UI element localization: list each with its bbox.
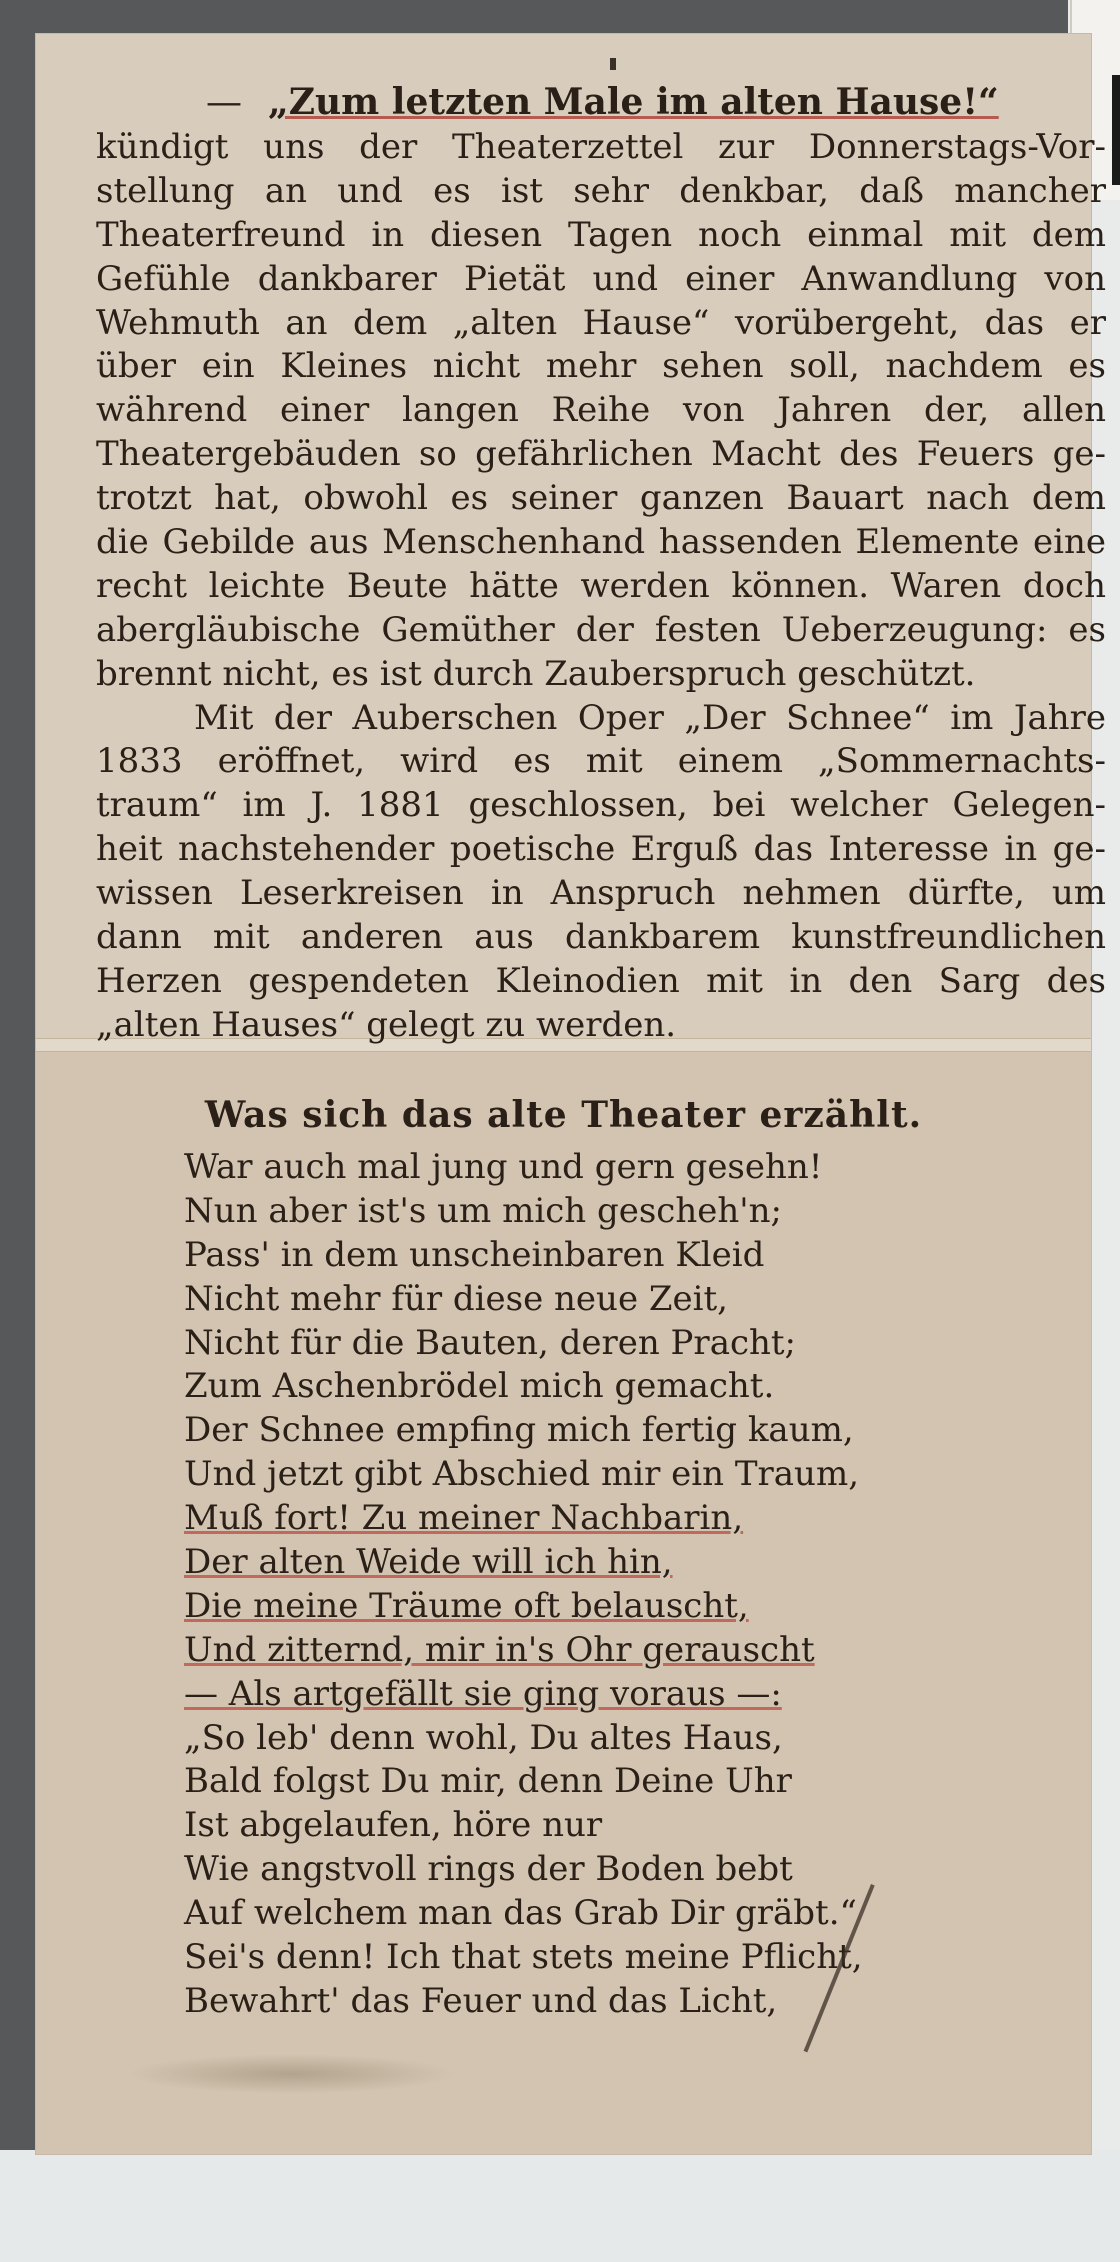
article-line: wissen Leserkreisen in Anspruch nehmen dürfte, um bbox=[96, 873, 1106, 914]
article-line: 1833 eröffnet, wird es mit einem „Sommernachts- bbox=[96, 741, 1106, 782]
article-line: trotzt hat, obwohl es seiner ganzen Bauart nach dem bbox=[96, 478, 1106, 519]
poem-line: Bewahrt' das Feuer und das Licht, bbox=[184, 1980, 778, 2021]
article-line: abergläubische Gemüther der festen Ueberzeugung: es bbox=[96, 609, 1106, 650]
headline-dash: — bbox=[206, 82, 242, 123]
article-headline bbox=[96, 78, 1106, 126]
article-line: traum“ im J. 1881 geschlossen, bei welcher Gelegen- bbox=[96, 785, 1106, 826]
poem-line: War auch mal jung und gern gesehn! bbox=[184, 1147, 823, 1187]
article-line: „alten Hauses“ gelegt zu werden. bbox=[96, 1004, 677, 1045]
article-line: brennt nicht, es ist durch Zauberspruch geschützt. bbox=[96, 653, 976, 694]
article-line: Gefühle dankbarer Pietät und einer Anwandlung von bbox=[96, 258, 1106, 299]
article-line: Wehmuth an dem „alten Hause“ vorübergeht, das er bbox=[96, 302, 1106, 343]
article-line: kündigt uns der Theaterzettel zur Donnerstags-Vor- bbox=[96, 127, 1106, 167]
bottom-margin bbox=[0, 2150, 1120, 2262]
adjacent-ink-bar bbox=[1112, 75, 1120, 185]
poem-line: Auf welchem man das Grab Dir gräbt.“ bbox=[184, 1893, 857, 1934]
article-line: Theaterfreund in diesen Tagen noch einmal mit dem bbox=[96, 214, 1106, 255]
poem-line-underlined: Der alten Weide will ich hin, bbox=[184, 1542, 673, 1583]
poem-line: Bald folgst Du mir, denn Deine Uhr bbox=[184, 1761, 792, 1802]
article-line: Herzen gespendeten Kleinodien mit in den Sarg des bbox=[96, 960, 1106, 1001]
poem-title: Was sich das alte Theater erzählt. bbox=[204, 1094, 923, 1136]
poem-body bbox=[184, 1146, 1044, 2024]
poem-line: Nicht für die Bauten, deren Pracht; bbox=[184, 1322, 797, 1363]
poem-line: Nun aber ist's um mich gescheh'n; bbox=[184, 1190, 782, 1231]
article-line: recht leichte Beute hätte werden können. Waren doch bbox=[96, 565, 1106, 606]
poem-line: „So leb' denn wohl, Du altes Haus, bbox=[184, 1717, 783, 1758]
poem-line-underlined: Und zitternd, mir in's Ohr gerauscht bbox=[184, 1629, 815, 1670]
article-line: die Gebilde aus Menschenhand hassenden Elemente eine bbox=[96, 522, 1106, 563]
article-body bbox=[96, 78, 1106, 1048]
article-line: stellung an und es ist sehr denkbar, daß mancher bbox=[96, 170, 1106, 211]
poem-line: Sei's denn! Ich that stets meine Pflicht, bbox=[184, 1937, 863, 1978]
poem-line-underlined: Muß fort! Zu meiner Nachbarin, bbox=[184, 1498, 744, 1539]
poem-line-underlined: — Als artgefällt sie ging voraus —: bbox=[184, 1673, 782, 1714]
article-line: während einer langen Reihe von Jahren der, allen bbox=[96, 390, 1106, 431]
pin-mark bbox=[610, 58, 616, 70]
article-line: dann mit anderen aus dankbarem kunstfreundlichen bbox=[96, 917, 1106, 958]
poem-line: Pass' in dem unscheinbaren Kleid bbox=[184, 1234, 765, 1275]
poem-line-underlined: Die meine Träume oft belauscht, bbox=[184, 1585, 749, 1626]
article-line: Mit der Auberschen Oper „Der Schnee“ im Jahre bbox=[194, 697, 1106, 738]
poem-line: Wie angstvoll rings der Boden bebt bbox=[184, 1849, 793, 1890]
poem-line: Ist abgelaufen, höre nur bbox=[184, 1805, 603, 1846]
poem-line: Nicht mehr für diese neue Zeit, bbox=[184, 1278, 728, 1319]
article-line: heit nachstehender poetische Erguß das Interesse in ge- bbox=[96, 829, 1106, 870]
article-line: über ein Kleines nicht mehr sehen soll, nachdem es bbox=[96, 346, 1106, 387]
poem-line: Und jetzt gibt Abschied mir ein Traum, bbox=[184, 1454, 860, 1495]
ink-smudge bbox=[126, 2054, 456, 2094]
poem-line: Der Schnee empfing mich fertig kaum, bbox=[184, 1410, 854, 1451]
headline-title: „Zum letzten Male im alten Hause!“ bbox=[268, 81, 999, 123]
poem-line: Zum Aschenbrödel mich gemacht. bbox=[184, 1366, 775, 1407]
article-line: Theatergebäuden so gefährlichen Macht des Feuers ge- bbox=[96, 434, 1106, 475]
newspaper-clipping bbox=[36, 34, 1106, 2154]
